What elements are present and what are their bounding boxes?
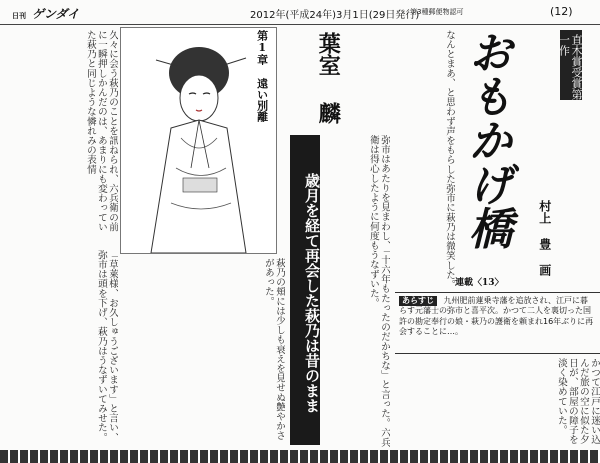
masthead [12, 5, 79, 22]
author-name: 葉室 麟 [315, 32, 342, 124]
page-number: (12) [550, 5, 573, 18]
postal-notice: 第3種郵便物認可 [410, 8, 464, 16]
masthead-brand: ゲンダイ [32, 7, 80, 21]
series-title: おもかげ橋 [460, 30, 512, 250]
award-badge: 直木賞受賞第一作 [560, 30, 582, 100]
body-text-center [320, 135, 390, 448]
text-column-4: 弥市はあたりを見まわし、「十六年もたったのだかちな」と言った。六兵衛は得心したように何度もうなずいた。 [367, 135, 390, 447]
illustrator-credit: 村上 豊 画 [537, 200, 552, 276]
body-text-right-top [395, 30, 455, 290]
text-column-2: 「草萊様、お久しゅうございます」と言い、弥市は頭を下げ、萩乃はうなずいてみせた。 [95, 250, 118, 442]
woman-illustration-icon [121, 28, 276, 253]
text-column-3: 萩乃の頬には少しも衰えを見せぬ艶やかさがあった。 [262, 258, 285, 441]
issue-date: 2012年(平成24年)3月1日(29日発行) [250, 10, 420, 21]
body-text-left [6, 30, 118, 448]
body-text-mid [120, 258, 285, 448]
illustration-woman [120, 27, 277, 254]
synopsis-label: あらすじ [399, 296, 437, 306]
footer-pattern [0, 450, 600, 463]
catchphrase-band: 歳月を経て再会した萩乃は昔のまま [290, 135, 320, 445]
text-column-6: かつて江戸に迷い込んだ旅の空に似た夕日が、部屋の障子を淡く染めていた。 [555, 358, 600, 445]
chapter-heading: 第1章 遠い別離 [255, 30, 269, 122]
text-column-1: 久々に会う萩乃のことを訊ねられ、六兵衛の前に一瞬押しかんだのは、あまりにも変わっていた萩乃と同じような憐れみの表情 [84, 30, 118, 232]
synopsis-text: 九州肥前蓮乗寺藩を追放され、江戸に暮らす元藩士の弥市と喜平次。かつて二人を裏切った国許の勘定奉行の娘・萩乃の護衛を頼まれ16年ぶりに再会することに…。 [399, 296, 594, 337]
page-header [0, 0, 600, 25]
masthead-small: 日刊 [12, 12, 26, 20]
installment-label: 連載〈13〉 [455, 278, 504, 288]
synopsis-box [395, 292, 600, 354]
body-text-bottom-right [395, 358, 600, 448]
text-column-5: なんとまあ、と思わず声をもらした弥市に萩乃は微笑した。 [444, 30, 455, 290]
